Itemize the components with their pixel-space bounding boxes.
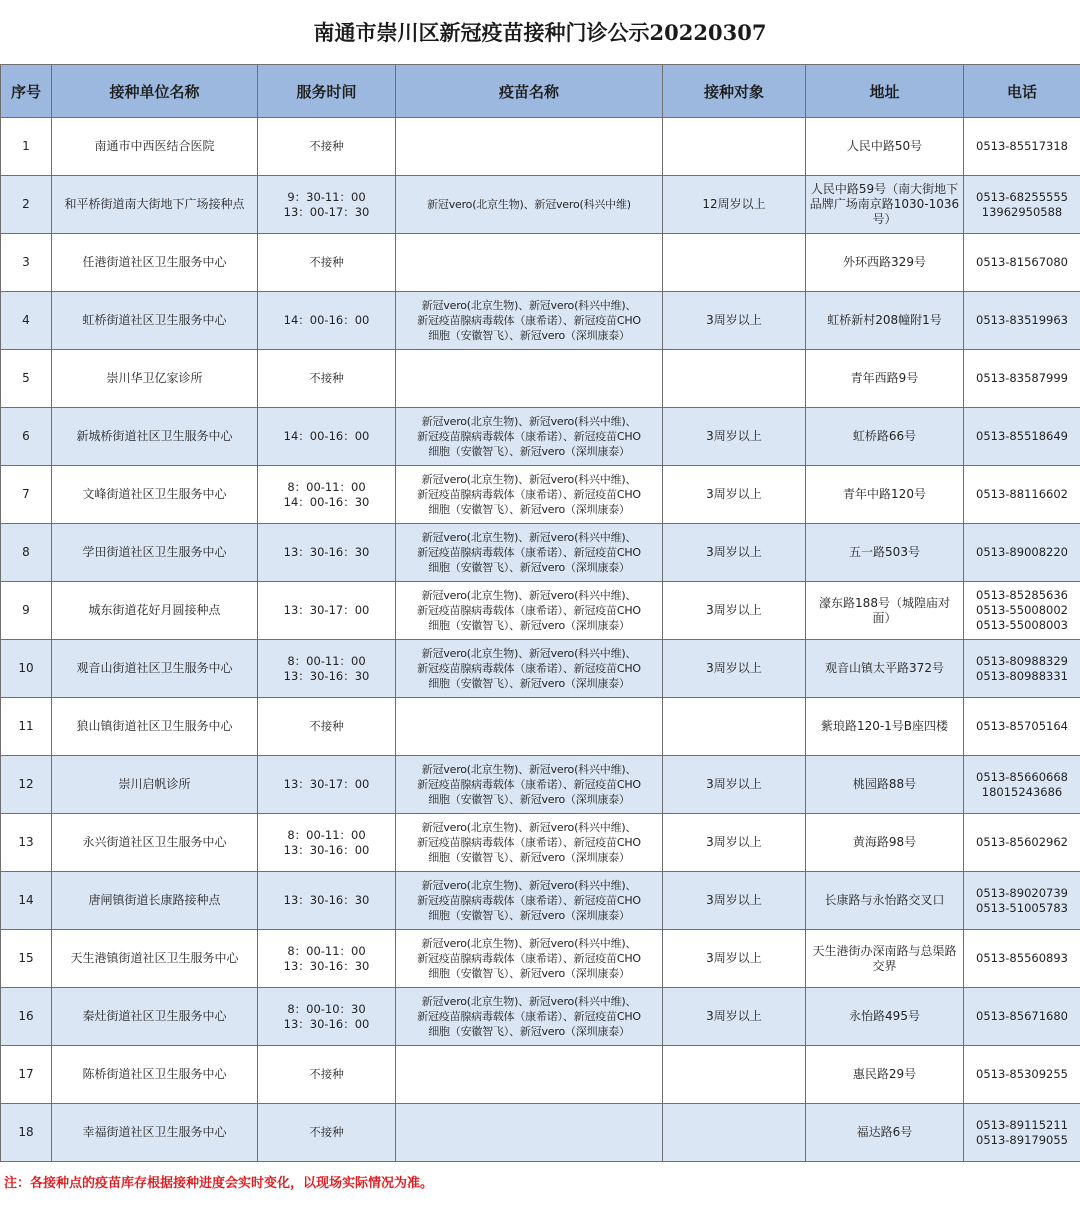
cell-service-time-line: 不接种 xyxy=(309,1125,344,1139)
cell-service-time-line: 不接种 xyxy=(309,139,344,153)
cell-service-time-line: 14：00-16：00 xyxy=(283,429,370,443)
cell-vaccine-name-line: 新冠vero(北京生物)、新冠vero(科兴中维)、 xyxy=(421,763,637,776)
cell-no: 18 xyxy=(1,1104,52,1162)
cell-vaccine-name-line: 新冠疫苗腺病毒载体（康希诺）、新冠疫苗CHO xyxy=(417,488,641,501)
cell-vaccine-name-line: 新冠疫苗腺病毒载体（康希诺）、新冠疫苗CHO xyxy=(417,836,641,849)
cell-service-time-line: 8：00-10：30 xyxy=(287,1001,366,1016)
table-row xyxy=(1,872,1080,930)
cell-address xyxy=(806,930,964,988)
cell-target: 3周岁以上 xyxy=(663,292,806,350)
cell-unit-name: 唐闸镇街道长康路接种点 xyxy=(52,872,258,930)
cell-service-time xyxy=(258,118,396,176)
cell-service-time-line: 14：00-16：00 xyxy=(283,313,370,327)
cell-service-time xyxy=(258,930,396,988)
cell-address-line: 品牌广场南京路1030-1036 xyxy=(809,197,960,211)
cell-phone-line: 13962950588 xyxy=(981,204,1063,219)
cell-service-time xyxy=(258,234,396,292)
cell-target: 12周岁以上 xyxy=(663,176,806,234)
cell-phone-line: 0513-85518649 xyxy=(976,429,1068,443)
cell-phone-line: 0513-89008220 xyxy=(976,545,1068,559)
cell-target xyxy=(663,350,806,408)
cell-address-line: 长康路与永怡路交叉口 xyxy=(824,893,945,907)
cell-target: 3周岁以上 xyxy=(663,930,806,988)
cell-phone xyxy=(964,698,1080,756)
cell-no: 6 xyxy=(1,408,52,466)
cell-phone-line: 0513-51005783 xyxy=(976,900,1068,915)
cell-service-time-line: 8：00-11：00 xyxy=(287,827,366,842)
table-body xyxy=(1,118,1080,1162)
table-row xyxy=(1,1046,1080,1104)
cell-phone-line: 0513-85309255 xyxy=(976,1067,1068,1081)
table-row xyxy=(1,118,1080,176)
cell-target: 3周岁以上 xyxy=(663,524,806,582)
cell-address-line: 人民中路59号（南大街地下 xyxy=(810,182,959,196)
cell-service-time-line: 13：30-17：00 xyxy=(283,777,370,791)
cell-phone-line: 0513-85705164 xyxy=(976,719,1068,733)
cell-service-time xyxy=(258,176,396,234)
cell-service-time xyxy=(258,756,396,814)
table-row xyxy=(1,582,1080,640)
cell-address xyxy=(806,118,964,176)
cell-target: 3周岁以上 xyxy=(663,640,806,698)
cell-target: 3周岁以上 xyxy=(663,408,806,466)
cell-unit-name: 秦灶街道社区卫生服务中心 xyxy=(52,988,258,1046)
cell-address-line: 青年西路9号 xyxy=(850,371,919,385)
cell-address xyxy=(806,640,964,698)
cell-phone-line: 0513-88116602 xyxy=(976,487,1068,501)
cell-phone-line: 0513-80988331 xyxy=(976,668,1068,683)
cell-unit-name: 学田街道社区卫生服务中心 xyxy=(52,524,258,582)
cell-unit-name: 新城桥街道社区卫生服务中心 xyxy=(52,408,258,466)
header-address: 地址 xyxy=(806,65,964,118)
cell-vaccine-name-line: 新冠疫苗腺病毒载体（康希诺）、新冠疫苗CHO xyxy=(417,604,641,617)
cell-service-time-line: 不接种 xyxy=(309,255,344,269)
table-row xyxy=(1,350,1080,408)
cell-phone-line: 0513-85560893 xyxy=(976,951,1068,965)
cell-vaccine-name xyxy=(396,118,663,176)
header-unit-name: 接种单位名称 xyxy=(52,65,258,118)
cell-vaccine-name-line: 新冠疫苗腺病毒载体（康希诺）、新冠疫苗CHO xyxy=(417,662,641,675)
cell-vaccine-name xyxy=(396,292,663,350)
cell-address-line: 外环西路329号 xyxy=(843,255,926,269)
cell-target: 3周岁以上 xyxy=(663,466,806,524)
cell-address-line: 福达路6号 xyxy=(856,1125,913,1139)
cell-no: 1 xyxy=(1,118,52,176)
cell-vaccine-name-line: 新冠vero(北京生物)、新冠vero(科兴中维)、 xyxy=(421,299,637,312)
cell-unit-name: 崇川华卫亿家诊所 xyxy=(52,350,258,408)
cell-address-line: 号） xyxy=(872,212,897,226)
cell-no: 9 xyxy=(1,582,52,640)
cell-service-time xyxy=(258,872,396,930)
cell-address xyxy=(806,1104,964,1162)
cell-vaccine-name-line: 细胞（安徽智飞）、新冠vero（深圳康泰） xyxy=(428,561,630,574)
cell-vaccine-name-line: 新冠vero(北京生物)、新冠vero(科兴中维)、 xyxy=(421,937,637,950)
cell-service-time-line: 不接种 xyxy=(309,371,344,385)
cell-vaccine-name xyxy=(396,756,663,814)
cell-phone xyxy=(964,292,1080,350)
cell-phone xyxy=(964,234,1080,292)
cell-address-line: 虹桥新村208幢附1号 xyxy=(827,313,942,327)
cell-target: 3周岁以上 xyxy=(663,582,806,640)
cell-service-time-line: 9：30-11：00 xyxy=(287,189,366,204)
cell-phone xyxy=(964,408,1080,466)
cell-vaccine-name xyxy=(396,1104,663,1162)
cell-phone-line: 0513-83587999 xyxy=(976,371,1068,385)
cell-vaccine-name xyxy=(396,988,663,1046)
cell-phone-line: 0513-85660668 xyxy=(976,769,1068,784)
cell-phone-line: 0513-81567080 xyxy=(976,255,1068,269)
cell-phone-line: 0513-68255555 xyxy=(976,189,1068,204)
cell-no: 12 xyxy=(1,756,52,814)
cell-unit-name: 幸福街道社区卫生服务中心 xyxy=(52,1104,258,1162)
cell-phone-line: 0513-85671680 xyxy=(976,1009,1068,1023)
table-header-row xyxy=(1,65,1080,118)
cell-no: 11 xyxy=(1,698,52,756)
cell-service-time-line: 8：00-11：00 xyxy=(287,653,366,668)
cell-unit-name: 南通市中西医结合医院 xyxy=(52,118,258,176)
cell-phone-line: 0513-83519963 xyxy=(976,313,1068,327)
cell-address xyxy=(806,582,964,640)
cell-phone xyxy=(964,640,1080,698)
cell-target xyxy=(663,1104,806,1162)
header-vaccine-name: 疫苗名称 xyxy=(396,65,663,118)
cell-phone xyxy=(964,814,1080,872)
cell-unit-name: 虹桥街道社区卫生服务中心 xyxy=(52,292,258,350)
cell-vaccine-name xyxy=(396,930,663,988)
cell-target xyxy=(663,1046,806,1104)
cell-address xyxy=(806,350,964,408)
cell-phone xyxy=(964,756,1080,814)
cell-address-line: 青年中路120号 xyxy=(843,487,926,501)
cell-phone-line: 0513-55008003 xyxy=(976,618,1068,632)
cell-service-time xyxy=(258,524,396,582)
cell-vaccine-name-line: 细胞（安徽智飞）、新冠vero（深圳康泰） xyxy=(428,793,630,806)
cell-no: 14 xyxy=(1,872,52,930)
table-row xyxy=(1,814,1080,872)
cell-service-time xyxy=(258,988,396,1046)
cell-vaccine-name-line: 细胞（安徽智飞）、新冠vero（深圳康泰） xyxy=(428,967,630,980)
clinic-table xyxy=(0,64,1080,1162)
cell-service-time xyxy=(258,466,396,524)
cell-vaccine-name xyxy=(396,234,663,292)
cell-unit-name: 和平桥街道南大街地下广场接种点 xyxy=(52,176,258,234)
cell-vaccine-name-line: 新冠vero(北京生物)、新冠vero(科兴中维)、 xyxy=(421,589,637,602)
cell-vaccine-name xyxy=(396,640,663,698)
cell-no: 15 xyxy=(1,930,52,988)
cell-address xyxy=(806,176,964,234)
cell-address xyxy=(806,698,964,756)
cell-address xyxy=(806,988,964,1046)
cell-vaccine-name-line: 新冠vero(北京生物)、新冠vero(科兴中维)、 xyxy=(421,415,637,428)
cell-service-time-line: 13：30-16：00 xyxy=(283,1016,370,1031)
header-target: 接种对象 xyxy=(663,65,806,118)
cell-vaccine-name xyxy=(396,176,663,234)
cell-service-time xyxy=(258,814,396,872)
cell-phone xyxy=(964,930,1080,988)
cell-phone xyxy=(964,1104,1080,1162)
cell-address xyxy=(806,1046,964,1104)
cell-address-line: 天生港街办深南路与总渠路 xyxy=(812,943,957,958)
cell-address-line: 桃园路88号 xyxy=(852,777,917,791)
cell-vaccine-name-line: 细胞（安徽智飞）、新冠vero（深圳康泰） xyxy=(428,329,630,342)
cell-vaccine-name-line: 新冠疫苗腺病毒载体（康希诺）、新冠疫苗CHO xyxy=(417,952,641,965)
cell-unit-name: 天生港镇街道社区卫生服务中心 xyxy=(52,930,258,988)
cell-service-time-line: 13：30-16：30 xyxy=(283,545,370,559)
cell-vaccine-name-line: 细胞（安徽智飞）、新冠vero（深圳康泰） xyxy=(428,445,630,458)
header-no: 序号 xyxy=(1,65,52,118)
cell-phone xyxy=(964,118,1080,176)
cell-address-line: 观音山镇太平路372号 xyxy=(825,661,944,675)
cell-service-time xyxy=(258,640,396,698)
cell-target: 3周岁以上 xyxy=(663,756,806,814)
cell-service-time-line: 13：30-16：00 xyxy=(283,842,370,857)
cell-unit-name: 观音山街道社区卫生服务中心 xyxy=(52,640,258,698)
cell-target: 3周岁以上 xyxy=(663,872,806,930)
cell-phone-line: 0513-85517318 xyxy=(976,139,1068,153)
cell-no: 5 xyxy=(1,350,52,408)
table-row xyxy=(1,988,1080,1046)
cell-unit-name: 任港街道社区卫生服务中心 xyxy=(52,234,258,292)
cell-address xyxy=(806,466,964,524)
table-row xyxy=(1,524,1080,582)
table-row xyxy=(1,930,1080,988)
page-title: 南通市崇川区新冠疫苗接种门诊公示20220307 xyxy=(313,20,767,45)
cell-vaccine-name xyxy=(396,872,663,930)
cell-vaccine-name-line: 新冠疫苗腺病毒载体（康希诺）、新冠疫苗CHO xyxy=(417,546,641,559)
cell-address xyxy=(806,408,964,466)
cell-service-time-line: 13：30-17：00 xyxy=(283,603,370,617)
cell-vaccine-name-line: 细胞（安徽智飞）、新冠vero（深圳康泰） xyxy=(428,619,630,632)
cell-vaccine-name xyxy=(396,814,663,872)
cell-target: 3周岁以上 xyxy=(663,814,806,872)
cell-vaccine-name xyxy=(396,698,663,756)
cell-service-time-line: 13：00-17：30 xyxy=(283,204,370,219)
cell-vaccine-name xyxy=(396,1046,663,1104)
cell-vaccine-name xyxy=(396,524,663,582)
cell-phone-line: 0513-89115211 xyxy=(976,1117,1068,1132)
cell-target xyxy=(663,234,806,292)
cell-phone xyxy=(964,1046,1080,1104)
cell-phone xyxy=(964,582,1080,640)
cell-address-line: 惠民路29号 xyxy=(852,1067,917,1081)
table-row xyxy=(1,466,1080,524)
cell-address-line: 五一路503号 xyxy=(849,545,920,559)
cell-phone-line: 18015243686 xyxy=(981,784,1063,799)
cell-service-time xyxy=(258,1046,396,1104)
cell-phone-line: 0513-89020739 xyxy=(976,885,1068,900)
cell-service-time xyxy=(258,698,396,756)
footnote: 注：各接种点的疫苗库存根据接种进度会实时变化，以现场实际情况为准。 xyxy=(4,1176,434,1191)
cell-address-line: 永怡路495号 xyxy=(849,1009,920,1023)
cell-vaccine-name-line: 新冠vero(北京生物)、新冠vero(科兴中维) xyxy=(427,198,631,211)
cell-vaccine-name xyxy=(396,408,663,466)
cell-phone xyxy=(964,176,1080,234)
cell-address xyxy=(806,292,964,350)
cell-service-time-line: 13：30-16：30 xyxy=(283,893,370,907)
cell-address-line: 交界 xyxy=(872,958,897,973)
cell-service-time xyxy=(258,350,396,408)
cell-phone-line: 0513-80988329 xyxy=(976,653,1068,668)
cell-address-line: 面） xyxy=(872,610,897,625)
cell-no: 2 xyxy=(1,176,52,234)
table-row xyxy=(1,1104,1080,1162)
cell-target xyxy=(663,698,806,756)
cell-vaccine-name-line: 新冠vero(北京生物)、新冠vero(科兴中维)、 xyxy=(421,995,637,1008)
cell-vaccine-name-line: 新冠vero(北京生物)、新冠vero(科兴中维)、 xyxy=(421,821,637,834)
cell-unit-name: 崇川启帆诊所 xyxy=(52,756,258,814)
cell-unit-name: 陈桥街道社区卫生服务中心 xyxy=(52,1046,258,1104)
cell-vaccine-name-line: 细胞（安徽智飞）、新冠vero（深圳康泰） xyxy=(428,1025,630,1038)
cell-unit-name: 狼山镇街道社区卫生服务中心 xyxy=(52,698,258,756)
cell-no: 17 xyxy=(1,1046,52,1104)
cell-no: 7 xyxy=(1,466,52,524)
table-row xyxy=(1,234,1080,292)
cell-vaccine-name-line: 新冠vero(北京生物)、新冠vero(科兴中维)、 xyxy=(421,647,637,660)
cell-vaccine-name-line: 新冠vero(北京生物)、新冠vero(科兴中维)、 xyxy=(421,473,637,486)
cell-target: 3周岁以上 xyxy=(663,988,806,1046)
cell-no: 16 xyxy=(1,988,52,1046)
cell-no: 10 xyxy=(1,640,52,698)
cell-address-line: 紫琅路120-1号B座四楼 xyxy=(820,719,949,733)
cell-phone-line: 0513-89179055 xyxy=(976,1132,1068,1147)
cell-vaccine-name-line: 细胞（安徽智飞）、新冠vero（深圳康泰） xyxy=(428,503,630,516)
cell-phone-line: 0513-85602962 xyxy=(976,835,1068,849)
cell-phone-line: 0513-85285636 xyxy=(976,588,1068,602)
cell-vaccine-name-line: 新冠vero(北京生物)、新冠vero(科兴中维)、 xyxy=(421,531,637,544)
cell-phone xyxy=(964,872,1080,930)
table-row xyxy=(1,640,1080,698)
cell-vaccine-name-line: 新冠疫苗腺病毒载体（康希诺）、新冠疫苗CHO xyxy=(417,894,641,907)
cell-service-time xyxy=(258,292,396,350)
cell-vaccine-name xyxy=(396,350,663,408)
cell-address-line: 人民中路50号 xyxy=(846,139,923,153)
cell-phone xyxy=(964,350,1080,408)
cell-no: 8 xyxy=(1,524,52,582)
cell-address xyxy=(806,814,964,872)
header-phone: 电话 xyxy=(964,65,1080,118)
cell-unit-name: 文峰街道社区卫生服务中心 xyxy=(52,466,258,524)
cell-vaccine-name-line: 新冠疫苗腺病毒载体（康希诺）、新冠疫苗CHO xyxy=(417,314,641,327)
cell-address xyxy=(806,756,964,814)
cell-service-time-line: 13：30-16：30 xyxy=(283,668,370,683)
cell-service-time-line: 不接种 xyxy=(309,719,344,733)
table-row xyxy=(1,292,1080,350)
cell-service-time xyxy=(258,582,396,640)
table-row xyxy=(1,698,1080,756)
cell-service-time-line: 8：00-11：00 xyxy=(287,943,366,958)
cell-vaccine-name-line: 新冠疫苗腺病毒载体（康希诺）、新冠疫苗CHO xyxy=(417,778,641,791)
cell-target xyxy=(663,118,806,176)
cell-address-line: 黄海路98号 xyxy=(852,835,917,849)
cell-address xyxy=(806,234,964,292)
cell-vaccine-name xyxy=(396,466,663,524)
cell-phone xyxy=(964,988,1080,1046)
cell-unit-name: 永兴街道社区卫生服务中心 xyxy=(52,814,258,872)
cell-vaccine-name-line: 新冠疫苗腺病毒载体（康希诺）、新冠疫苗CHO xyxy=(417,1010,641,1023)
table-row xyxy=(1,408,1080,466)
cell-phone xyxy=(964,524,1080,582)
table-row xyxy=(1,176,1080,234)
cell-address-line: 虹桥路66号 xyxy=(852,429,917,443)
cell-vaccine-name-line: 细胞（安徽智飞）、新冠vero（深圳康泰） xyxy=(428,677,630,690)
cell-no: 3 xyxy=(1,234,52,292)
cell-no: 4 xyxy=(1,292,52,350)
header-service-time: 服务时间 xyxy=(258,65,396,118)
cell-vaccine-name xyxy=(396,582,663,640)
cell-vaccine-name-line: 细胞（安徽智飞）、新冠vero（深圳康泰） xyxy=(428,909,630,922)
cell-service-time xyxy=(258,408,396,466)
cell-vaccine-name-line: 新冠疫苗腺病毒载体（康希诺）、新冠疫苗CHO xyxy=(417,430,641,443)
cell-service-time-line: 14：00-16：30 xyxy=(283,494,370,509)
cell-vaccine-name-line: 新冠vero(北京生物)、新冠vero(科兴中维)、 xyxy=(421,879,637,892)
cell-service-time-line: 8：00-11：00 xyxy=(287,479,366,494)
cell-service-time-line: 13：30-16：30 xyxy=(283,958,370,973)
cell-no: 13 xyxy=(1,814,52,872)
cell-vaccine-name-line: 细胞（安徽智飞）、新冠vero（深圳康泰） xyxy=(428,851,630,864)
cell-phone-line: 0513-55008002 xyxy=(976,603,1068,617)
cell-address xyxy=(806,872,964,930)
cell-unit-name: 城东街道花好月圆接种点 xyxy=(52,582,258,640)
cell-service-time-line: 不接种 xyxy=(309,1067,344,1081)
cell-service-time xyxy=(258,1104,396,1162)
cell-phone xyxy=(964,466,1080,524)
table-row xyxy=(1,756,1080,814)
cell-address xyxy=(806,524,964,582)
cell-address-line: 濠东路188号（城隍庙对 xyxy=(819,595,950,610)
